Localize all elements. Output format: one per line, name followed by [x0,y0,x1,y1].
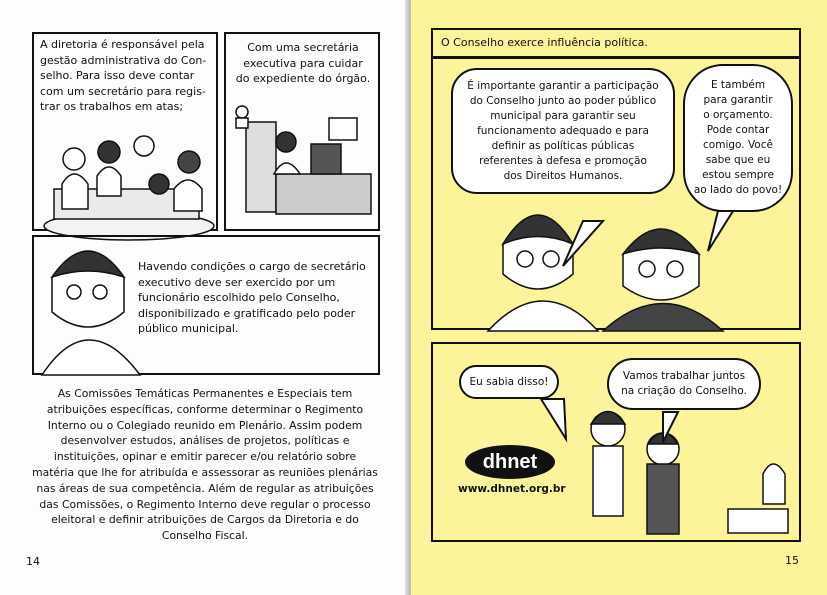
speech-bubble-vamos: Vamos trabalhar juntos na criação do Conselho. [607,358,761,410]
speech-bubble-eu: Eu sabia disso! [459,365,559,399]
left-page [0,0,409,595]
speech-bubble-woman: É importante garantir a participação do Conselho junto ao poder público municipal para garantir seu funcionamento adequado e para definir as políticas públicas referentes à defesa e promoção dos Direitos Humanos. [451,68,675,194]
body-text: As Comissões Temáticas Permanentes e Especiais tem atribuições específicas, conforme determinar o Regimento Interno ou o Colegiado reunido em Plenário. Assim podem desenvolver estudos, análises de projetos, políticas e instituições, opinar e emitir parecer e/ou relatório sobre matéria que lhe for atribuída e assessorar as reuniões plenárias nas áreas de sua competência. Além de regular as atribuições das Comissões, o Regimento Interno deve regular o processo eleitoral e definir atribuições de Cargos da Diretoria e do Conselho Fiscal. [32,387,378,543]
dhnet-logo: dhnet [465,445,555,479]
right-page [411,0,827,595]
panel3-caption: Havendo condições o cargo de secretário executivo deve ser exercido por um funcionário escolhido pelo Conselho, disponibilizado e gratificado pelo poder público municipal. [138,260,366,335]
page-number-left: 14 [26,555,40,568]
panel2-caption: Com uma secretária executiva para cuidar do expediente do órgão. [235,41,371,85]
panel1-caption: A diretoria é responsável pela gestão administrativa do Con- selho. Para isso deve contar com um secretário para regis- trar os trabalhos em atas; [40,38,207,113]
page-number-right: 15 [785,554,799,567]
speech-bubble-man: E também para garantir o orçamento. Pode contar comigo. Você sabe que eu estou sempre ao lado do povo! [683,64,793,212]
top-caption: O Conselho exerce influência política. [441,36,648,49]
dhnet-url: www.dhnet.org.br [458,483,566,495]
